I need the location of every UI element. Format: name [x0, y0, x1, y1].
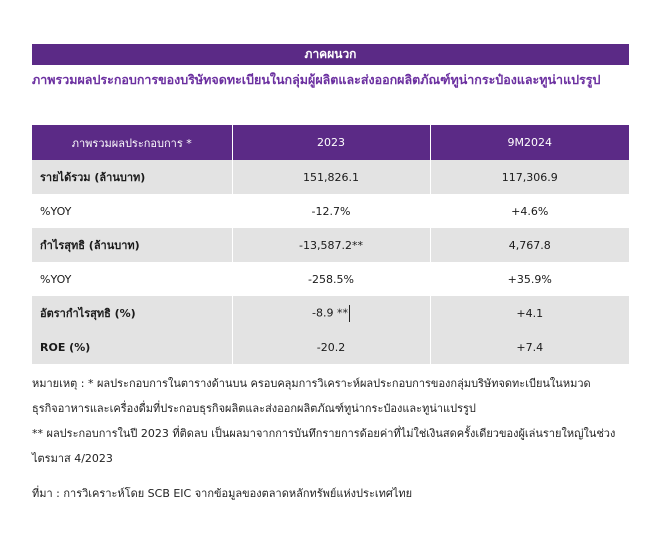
source-note: ที่มา : การวิเคราะห์โดย SCB EIC จากข้อมูลของตลาดหลักทรัพย์แห่งประเทศไทย	[32, 487, 413, 500]
cell-2023: -13,587.2**	[232, 228, 430, 262]
row-label: ROE (%)	[32, 330, 232, 364]
cell-9m2024: +35.9%	[430, 262, 629, 296]
cell-2023: -258.5%	[232, 262, 430, 296]
footnote-line: ** ผลประกอบการในปี 2023 ที่ติดลบ เป็นผลมาจากการบันทึกรายการด้อยค่าที่ไม่ใช่เงินสดครั้งเดียวของผู้เล่นรายใหญ่ในช่วง	[32, 427, 616, 440]
table-row-net-profit	[32, 228, 629, 262]
header-2023: 2023	[232, 125, 430, 160]
cell-2023: 151,826.1	[232, 160, 430, 194]
performance-table	[32, 125, 629, 364]
row-label: กำไรสุทธิ (ล้านบาท)	[32, 228, 232, 262]
header-9m2024: 9M2024	[430, 125, 629, 160]
cell-9m2024: +4.1	[430, 296, 629, 330]
cell-9m2024: 117,306.9	[430, 160, 629, 194]
table-row-revenue-yoy	[32, 194, 629, 228]
row-label: %YOY	[40, 272, 72, 286]
header-metric: ภาพรวมผลประกอบการ *	[32, 125, 232, 160]
appendix-banner: ภาคผนวก	[32, 44, 629, 65]
cell-9m2024: +4.6%	[430, 194, 629, 228]
cell-9m2024: +7.4	[430, 330, 629, 364]
footnote-line: หมายเหตุ : * ผลประกอบการในตารางด้านบน ครอบคลุมการวิเคราะห์ผลประกอบการของกลุ่มบริษัทจดทะเบียนในหมวด	[32, 377, 591, 390]
cell-2023	[232, 296, 430, 330]
table-header-row	[32, 125, 629, 160]
table-row-roe	[32, 330, 629, 364]
table-row-net-profit-yoy	[32, 262, 629, 296]
cell-2023: -12.7%	[232, 194, 430, 228]
footnote-line: ธุรกิจอาหารและเครื่องดื่มที่ประกอบธุรกิจผลิตและส่งออกผลิตภัณฑ์ทูน่ากระป๋องและทูน่าแปรรูป	[32, 402, 476, 415]
cell-9m2024: 4,767.8	[430, 228, 629, 262]
cell-2023: -20.2	[232, 330, 430, 364]
table-row-revenue	[32, 160, 629, 194]
row-label: %YOY	[40, 204, 72, 218]
table-subtitle: ภาพรวมผลประกอบการของบริษัทจดทะเบียนในกลุ่มผู้ผลิตและส่งออกผลิตภัณฑ์ทูน่ากระป๋องและทูน่าแปรรูป	[32, 72, 601, 87]
row-label: รายได้รวม (ล้านบาท)	[32, 160, 232, 194]
table-row-net-margin	[32, 296, 629, 330]
footnote-line: ไตรมาส 4/2023	[32, 452, 113, 465]
row-label: อัตรากำไรสุทธิ (%)	[32, 296, 232, 330]
footnotes	[32, 371, 642, 471]
cell-value: -8.9 **	[312, 306, 348, 319]
text-cursor	[349, 305, 350, 322]
